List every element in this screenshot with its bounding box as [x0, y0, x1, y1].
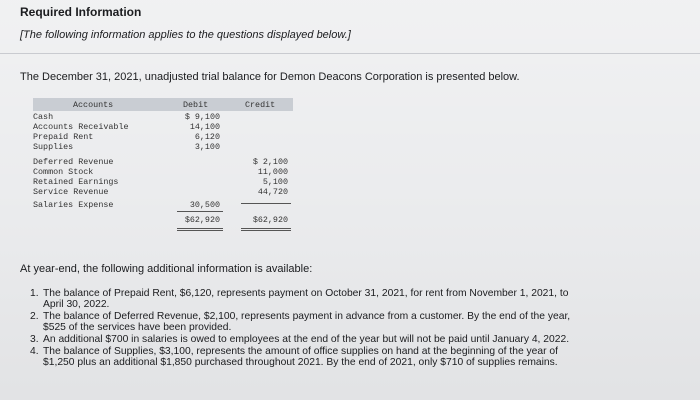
item-text: The balance of Supplies, $3,100, represents the amount of office supplies on hand at the beginning of the year of: [43, 346, 559, 357]
item-text: The balance of Prepaid Rent, $6,120, represents payment on October 31, 2021, for rent from November 1, 2021, to: [43, 288, 569, 299]
debit-total-rule: [177, 228, 223, 229]
debit-cell: 3,100: [194, 142, 220, 152]
debit-total: $62,920: [184, 215, 220, 225]
header-divider: [0, 53, 700, 54]
debit-header: Debit: [183, 100, 209, 110]
credit-total-double-rule: [241, 230, 291, 231]
account-name: Retained Earnings: [33, 177, 119, 187]
debit-subtotal-rule: [177, 211, 223, 212]
required-information-note: [The following information applies to the questions displayed below.]: [20, 29, 351, 41]
credit-cell: 11,000: [257, 167, 288, 177]
account-name: Accounts Receivable: [33, 122, 129, 132]
account-name: Deferred Revenue: [33, 157, 114, 167]
item-text-continued: $525 of the services have been provided.: [43, 322, 232, 333]
credit-total: $62,920: [252, 215, 288, 225]
account-name: Common Stock: [33, 167, 94, 177]
debit-total-double-rule: [177, 230, 223, 231]
trial-balance-table: [33, 98, 295, 236]
list-item: [30, 288, 670, 310]
required-information-title: Required Information: [20, 5, 142, 19]
account-name: Salaries Expense: [33, 200, 114, 210]
credit-total-rule: [241, 228, 291, 229]
list-item: [30, 334, 670, 345]
item-number: 1.: [30, 288, 39, 299]
item-text-continued: $1,250 plus an additional $1,850 purchased throughout 2021. By the end of 2021, only $710 of supplies remains.: [43, 357, 558, 368]
list-item: [30, 346, 670, 368]
additional-information-lead: At year-end, the following additional information is available:: [20, 263, 313, 275]
list-item: [30, 311, 670, 333]
debit-cell: 6,120: [194, 132, 220, 142]
additional-information-list: [30, 288, 670, 369]
trial-balance-intro: The December 31, 2021, unadjusted trial balance for Demon Deacons Corporation is presented below.: [20, 71, 520, 83]
credit-subtotal-rule: [241, 203, 291, 204]
debit-cell: $ 9,100: [184, 112, 220, 122]
account-name: Supplies: [33, 142, 74, 152]
item-text-continued: April 30, 2022.: [43, 299, 110, 310]
credit-cell: 44,720: [257, 187, 288, 197]
item-number: 3.: [30, 334, 39, 345]
credit-header: Credit: [245, 100, 276, 110]
item-text: The balance of Deferred Revenue, $2,100, represents payment in advance from a customer. By the end of the year,: [43, 311, 571, 322]
item-number: 2.: [30, 311, 39, 322]
debit-cell: 14,100: [189, 122, 220, 132]
credit-cell: 5,100: [262, 177, 288, 187]
accounts-header: Accounts: [73, 100, 114, 110]
account-name: Prepaid Rent: [33, 132, 94, 142]
debit-cell: 30,500: [189, 200, 220, 210]
item-number: 4.: [30, 346, 39, 357]
account-name: Cash: [33, 112, 54, 122]
credit-cell: $ 2,100: [252, 157, 288, 167]
item-text: An additional $700 in salaries is owed to employees at the end of the year but will not be paid until January 4, 2022.: [43, 334, 570, 345]
account-name: Service Revenue: [33, 187, 109, 197]
